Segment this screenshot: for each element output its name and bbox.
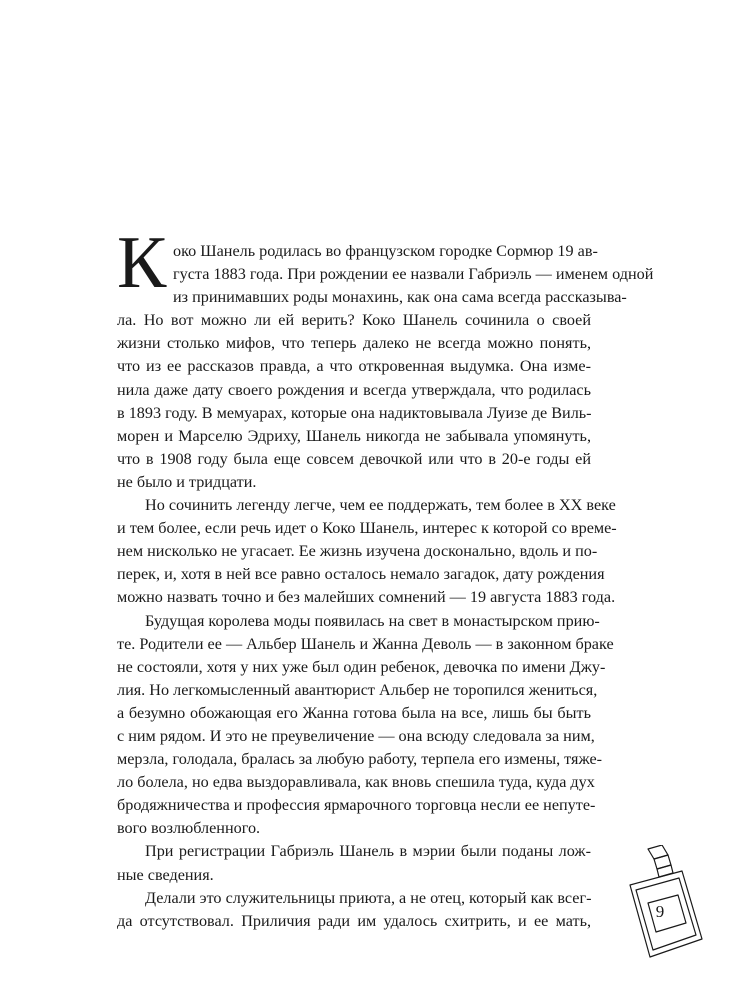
text-line: Но сочинить легенду легче, чем ее поддержать, тем более в XX веке [145,496,616,515]
text-line: Делали это служительницы приюта, а не отец, который как всег- [145,888,592,907]
text-line: из принимавших роды монахинь, как она сама всегда рассказыва- [173,288,627,307]
text-line: а безумно обожающая его Жанна готова была на все, лишь бы быть [117,703,591,722]
paragraph-1 [117,240,654,494]
text-line: жизни столько мифов, что теперь далеко не всегда можно понять, [117,334,591,353]
text-line: что из ее рассказов правда, а что откровенная выдумка. Она изме- [117,357,591,376]
text-line: густа 1883 года. При рождении ее назвали Габриэль — именем одной [173,265,654,284]
drop-cap: К [117,222,167,304]
text-line: бродяжничества и профессия ярмарочного торговца несли ее непуте- [117,796,596,815]
text-line: не было и тридцати. [117,472,257,491]
text-line: око Шанель родилась во французском городке Сормюр 19 ав- [173,242,598,260]
text-line: что в 1908 году была еще совсем девочкой или что в 20-е годы ей [117,449,591,468]
paragraph-2 [117,494,617,609]
text-line: морен и Марселю Эдриху, Шанель никогда не забывала упомянуть, [117,426,591,445]
text-line: Будущая королева моды появилась на свет в монастырском прию- [145,611,600,630]
text-line: да отсутствовал. Приличия ради им удалось схитрить, и ее мать, [117,911,591,930]
text-line: нем нисколько не угасает. Ее жизнь изучена досконально, вдоль и по- [117,542,598,561]
text-line: мерзла, голодала, бралась за любую работу, терпела его измены, тяже- [117,750,603,769]
text-line: лия. Но легкомысленный авантюрист Альбер не торопился жениться, [117,680,598,699]
paragraph-4 [117,840,591,886]
text-line: с ним рядом. И это не преувеличение — она всюду следовала за ним, [117,726,595,745]
text-line: можно назвать точно и без малейших сомнений — 19 августа 1883 года. [117,588,616,607]
paragraph-5 [117,887,591,933]
text-line: вого возлюбленного. [117,819,261,838]
paragraph-3 [117,610,614,841]
text-line: ла. Но вот можно ли ей верить? Коко Шанель сочинила о своей [117,311,591,330]
text-line: не состояли, хотя у них уже был один ребенок, девочка по имени Джу- [117,657,606,676]
text-line: перек, и, хотя в ней все равно осталось немало загадок, дату рождения [117,565,605,584]
text-line: При регистрации Габриэль Шанель в мэрии были поданы лож- [145,842,591,861]
text-line: ные сведения. [117,865,214,884]
page-number: 9 [655,902,665,921]
text-line: те. Родители ее — Альбер Шанель и Жанна Деволь — в законном браке [117,634,614,653]
text-line: и тем более, если речь идет о Коко Шанель, интерес к которой со време- [117,519,617,538]
text-line: ло болела, но едва выздоравливала, как вновь спешила туда, куда дух [117,773,595,792]
main-text [117,222,654,933]
text-line: в 1893 году. В мемуарах, которые она надиктовывала Луизе де Виль- [117,403,592,422]
text-line: нила даже дату своего рождения и всегда утверждала, что родилась [117,380,591,399]
